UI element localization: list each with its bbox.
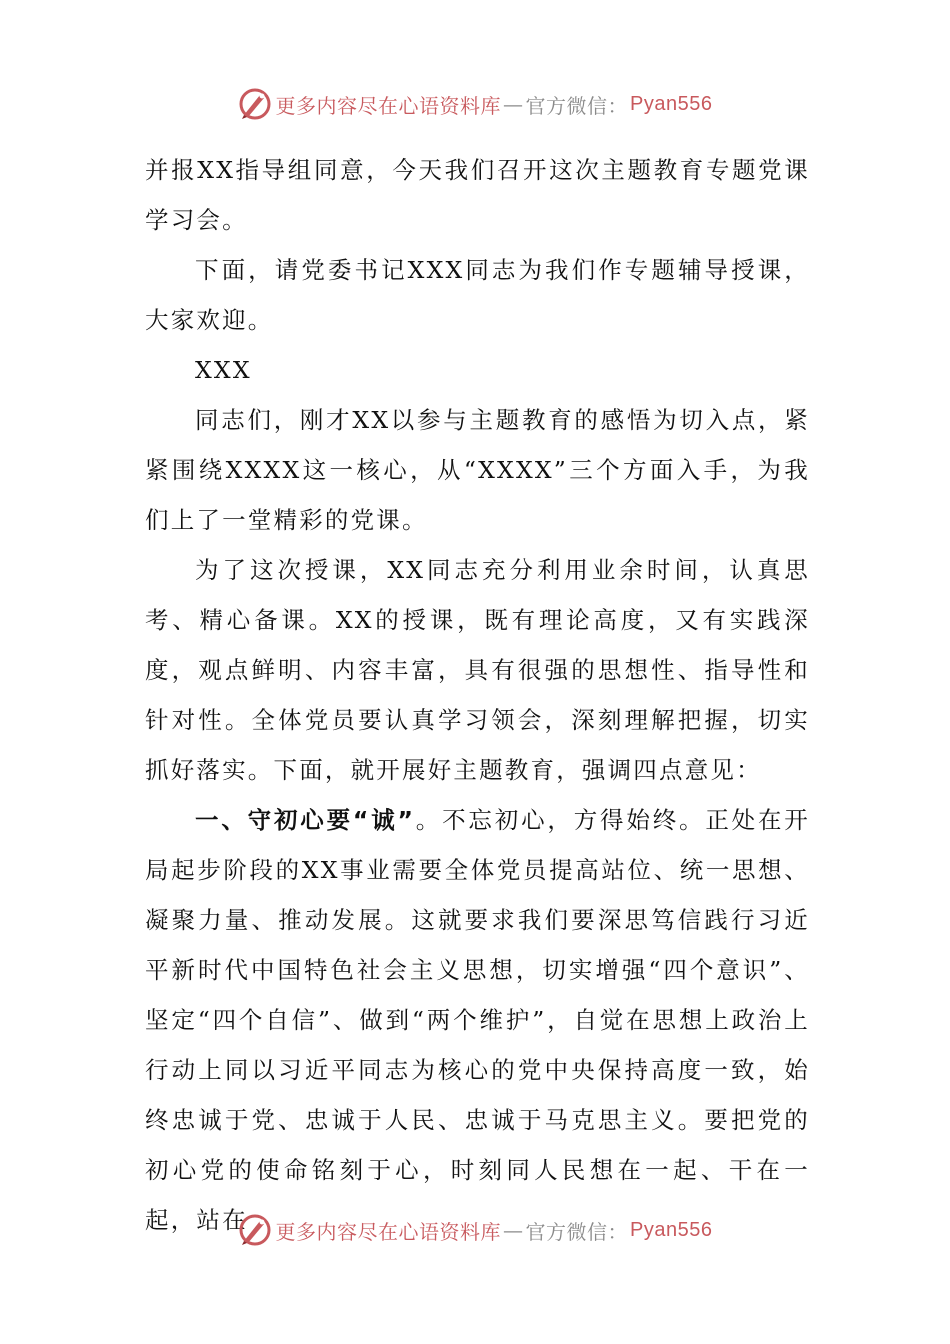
paragraph-2: 下面，请党委书记XXX同志为我们作专题辅导授课，大家欢迎。 bbox=[145, 256, 810, 334]
footer-brand-text: 更多内容尽在心语资料库 bbox=[275, 1219, 502, 1244]
section-heading-1: 一、守初心要“诚” bbox=[195, 806, 416, 834]
footer-wechat-id: Pyan556 bbox=[630, 1218, 713, 1241]
paragraph-1: 并报XX指导组同意，今天我们召开这次主题教育专题党课学习会。 bbox=[145, 156, 810, 234]
paragraph-5: 为了这次授课，XX同志充分利用业余时间，认真思考、精心备课。XX的授课，既有理论高度，又有实践深度，观点鲜明、内容丰富，具有很强的思想性、指导性和针对性。全体党员要认真学习领会，深刻理解把握，切实抓好落实。下面，就开展好主题教育，强调四点意见： bbox=[145, 556, 810, 784]
header-official-label: 官方微信： bbox=[525, 93, 629, 118]
pen-logo-icon bbox=[238, 87, 272, 121]
header-watermark bbox=[0, 84, 950, 124]
footer-watermark bbox=[0, 1210, 950, 1250]
footer-official-label: 官方微信： bbox=[525, 1219, 629, 1244]
footer-dash: — bbox=[503, 1218, 524, 1242]
paragraph-6 bbox=[145, 795, 810, 1245]
speaker-name: XXX bbox=[195, 356, 252, 384]
header-brand-text: 更多内容尽在心语资料库 bbox=[275, 93, 502, 118]
pen-logo-icon bbox=[238, 1213, 272, 1247]
paragraph-4: 同志们，刚才XX以参与主题教育的感悟为切入点，紧紧围绕XXXX这一核心，从“XXXX”三个方面入手，为我们上了一堂精彩的党课。 bbox=[145, 406, 810, 534]
header-dash: — bbox=[503, 92, 524, 116]
paragraph-6-text: 。不忘初心，方得始终。正处在开局起步阶段的XX事业需要全体党员提高站位、统一思想、凝聚力量、推动发展。这就要求我们要深思笃信践行习近平新时代中国特色社会主义思想，切实增强“四个意识”、坚定“四个自信”、做到“两个维护”，自觉在思想上政治上行动上同以习近平同志为核心的党中央保持高度一致，始终忠诚于党、忠诚于人民、忠诚于马克思主义。要把党的初心党的使命铭刻于心，时刻同人民想在一起、干在一起，站在 bbox=[145, 806, 810, 1234]
document-body bbox=[145, 145, 810, 1245]
header-wechat-id: Pyan556 bbox=[630, 92, 713, 115]
